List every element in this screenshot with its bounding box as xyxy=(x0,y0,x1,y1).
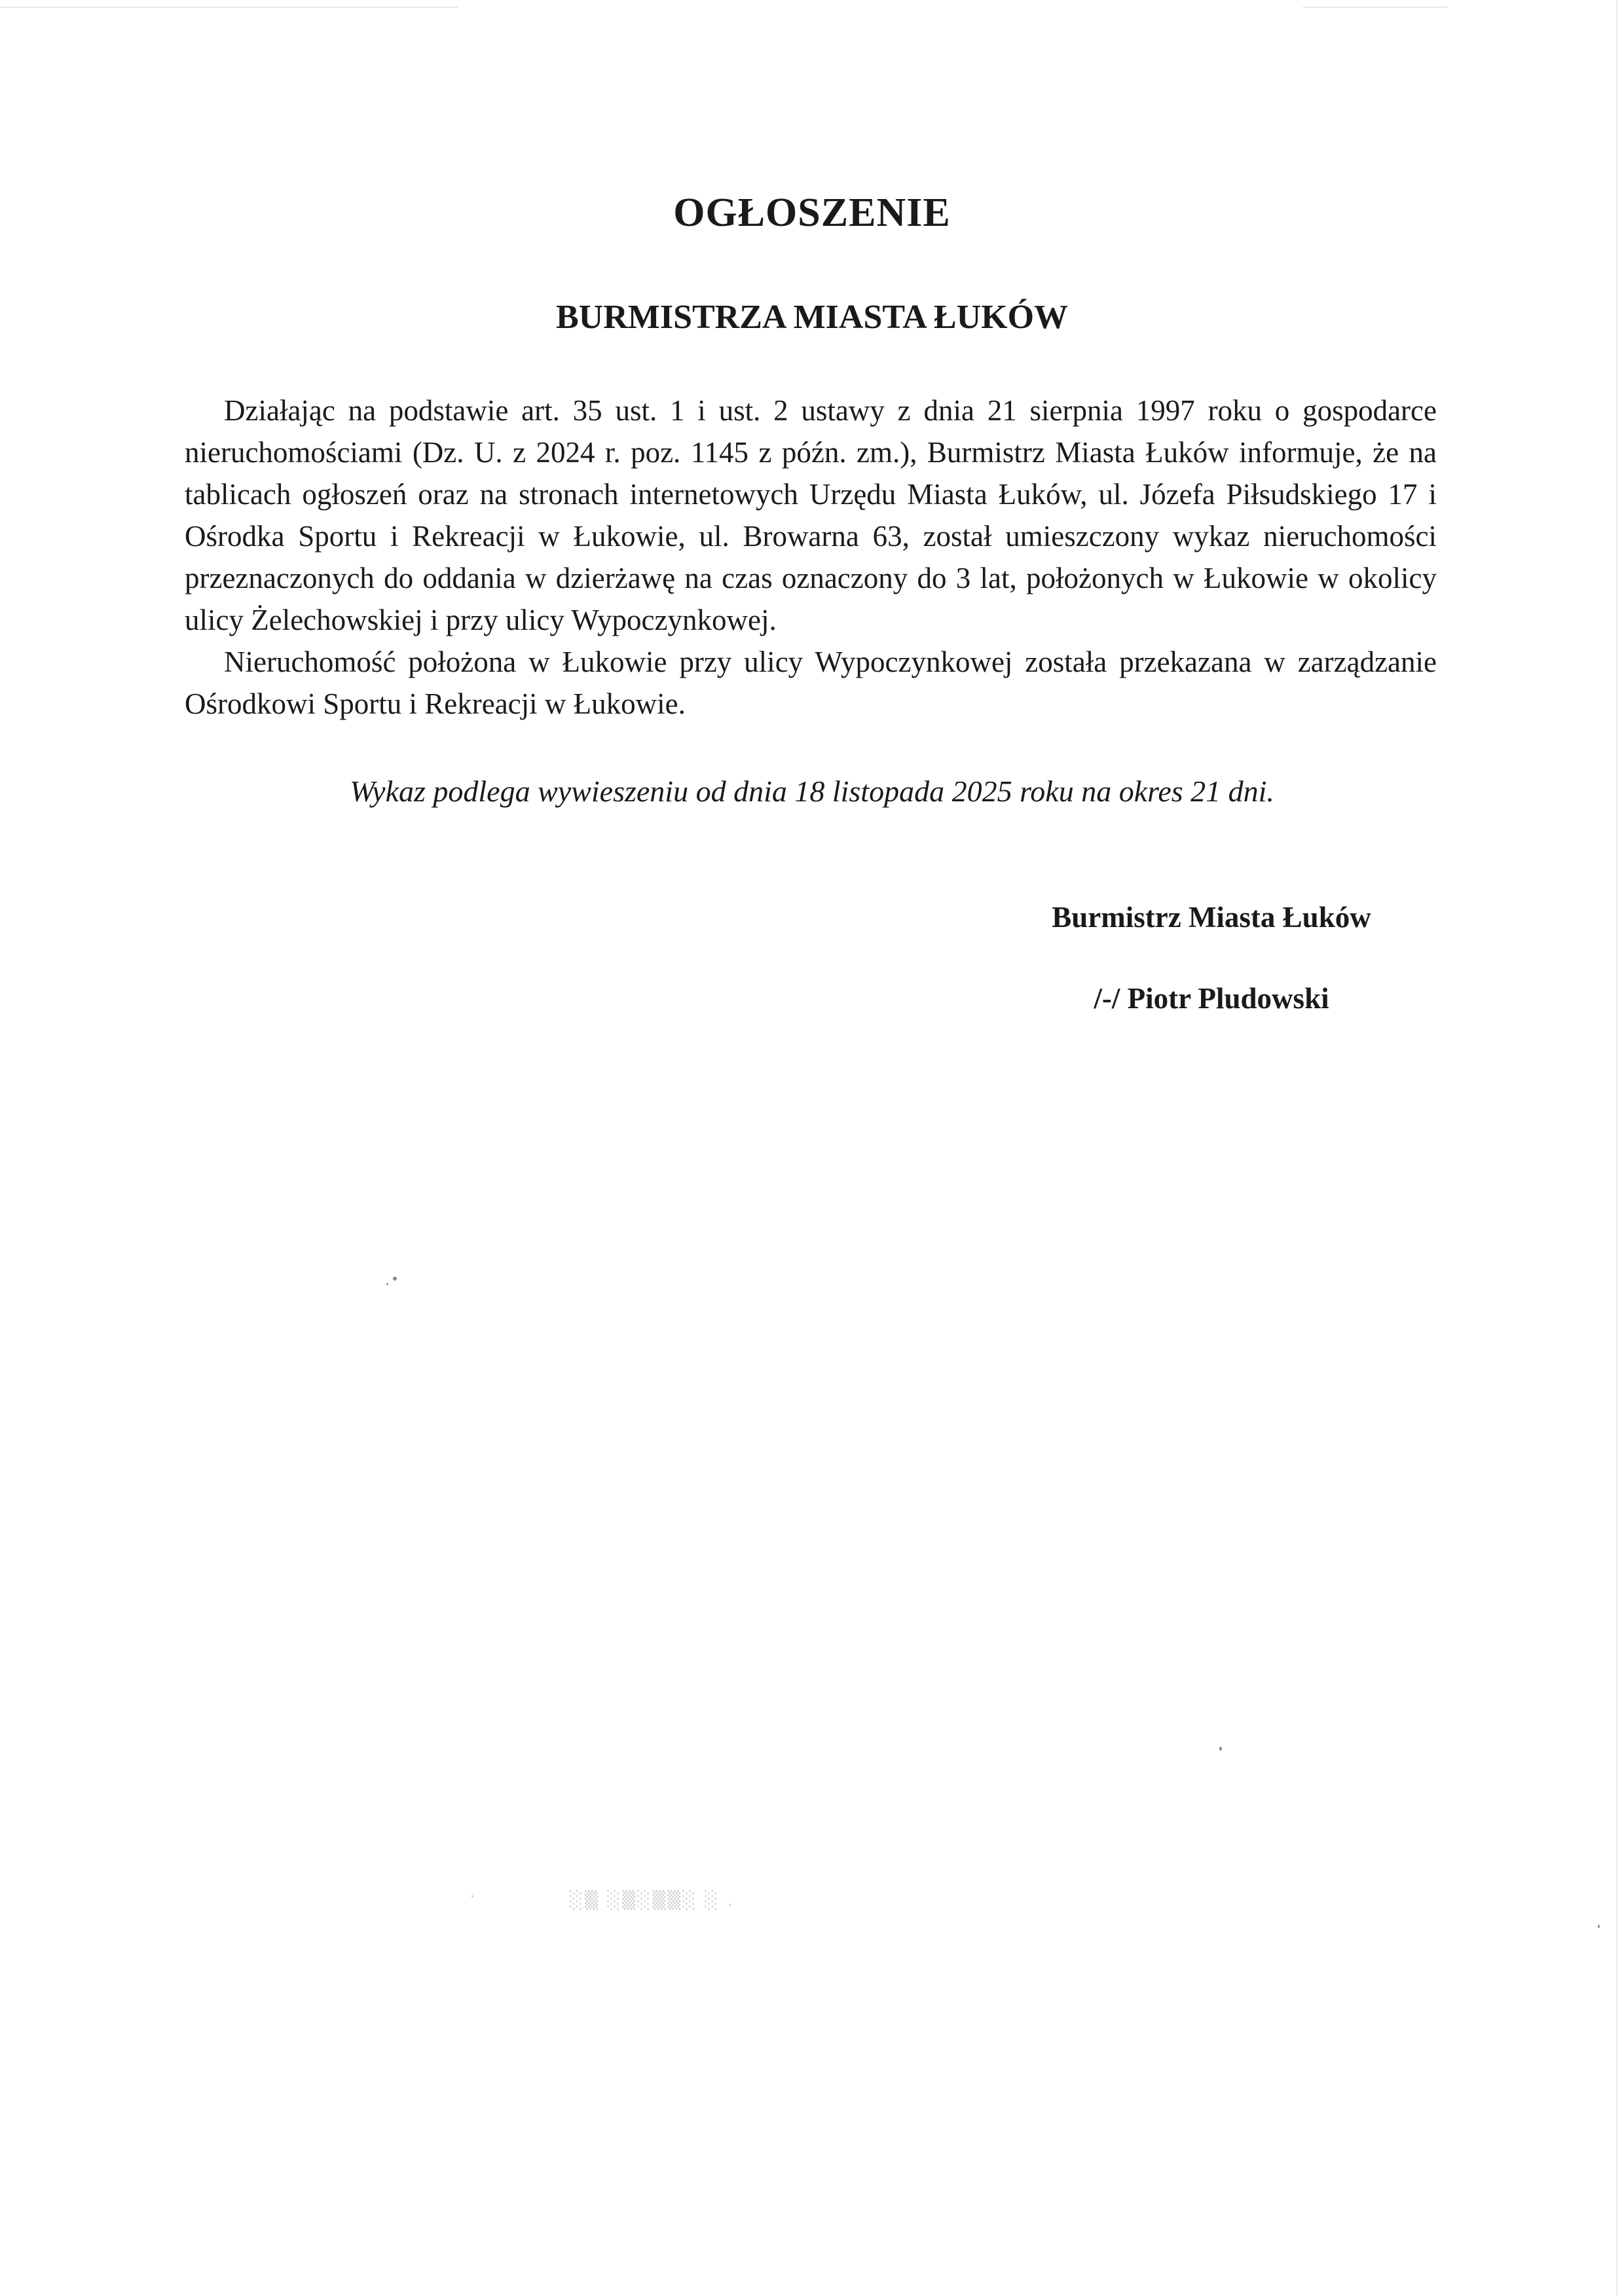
signature-name: /-/ Piotr Pludowski xyxy=(1094,982,1329,1015)
scan-artifact-line xyxy=(0,7,458,8)
scan-speck xyxy=(386,1283,388,1285)
faint-stamp-mark: ░▒ ░▒░▒▒░ ░ . xyxy=(570,1891,735,1910)
signature-title: Burmistrz Miasta Łuków xyxy=(1052,901,1371,934)
scan-speck xyxy=(1598,1925,1600,1928)
scan-speck xyxy=(393,1277,397,1281)
document-body xyxy=(185,390,1437,725)
body-paragraph: Działając na podstawie art. 35 ust. 1 i ust. 2 ustawy z dnia 21 sierpnia 1997 roku o gospodarce nieruchomościami (Dz. U. z 2024 r. poz. 1145 z późn. zm.), Burmistrz Miasta Łuków informuje, że na tablicach ogłoszeń oraz na stronach internetowych Urzędu Miasta Łuków, ul. Józefa Piłsudskiego 17 i Ośrodka Sportu i Rekreacji w Łukowie, ul. Browarna 63, został umieszczony wykaz nieruchomości przeznaczonych do oddania w dzierżawę na czas oznaczony do 3 lat, położonych w Łukowie w okolicy ulicy Żelechowskiej i przy ulicy Wypoczynkowej. xyxy=(185,394,1437,636)
scan-artifact-edge xyxy=(1616,0,1617,2296)
document-title: OGŁOSZENIE xyxy=(673,191,951,235)
posting-notice: Wykaz podlega wywieszeniu od dnia 18 listopada 2025 roku na okres 21 dni. xyxy=(350,774,1274,808)
document-subtitle: BURMISTRZA MIASTA ŁUKÓW xyxy=(555,299,1069,336)
scan-speck xyxy=(1219,1747,1222,1751)
scan-artifact-line xyxy=(1303,7,1447,8)
body-paragraph: Nieruchomość położona w Łukowie przy ulicy Wypoczynkowej została przekazana w zarządzanie Ośrodkowi Sportu i Rekreacji w Łukowie. xyxy=(185,646,1437,720)
signature-block xyxy=(917,900,1506,1015)
scan-speck xyxy=(471,1895,473,1897)
